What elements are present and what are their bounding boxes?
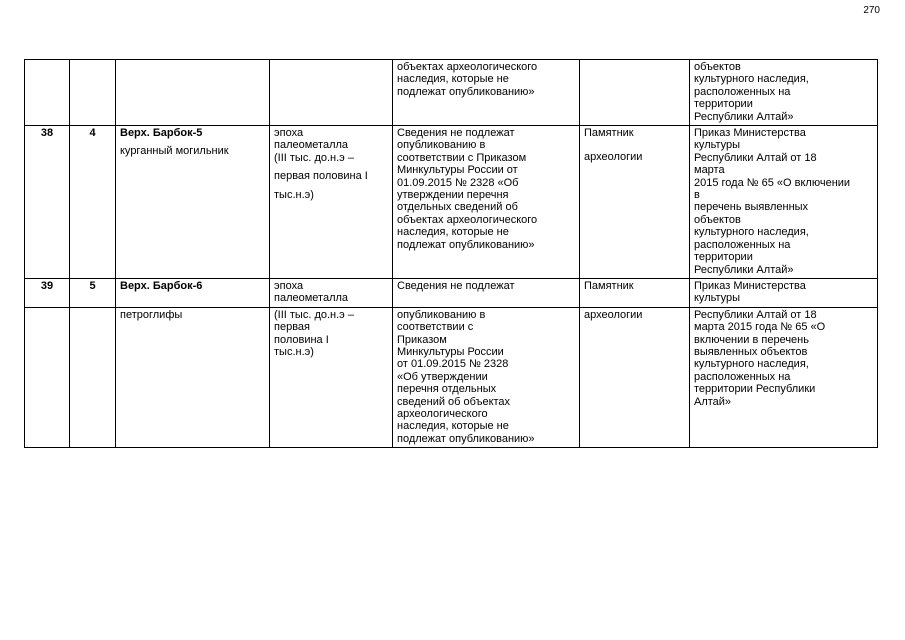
- cell-dating: [270, 126, 393, 279]
- cell-notice: [393, 60, 580, 126]
- text-line: утверждении перечня: [397, 189, 509, 202]
- text-line: палеометалла: [274, 139, 349, 152]
- text-line: перечня отдельных: [397, 383, 497, 396]
- text-line: объектах археологического: [397, 61, 538, 73]
- text-line: перечень выявленных: [694, 201, 809, 214]
- text-line: «Об утверждении: [397, 370, 488, 383]
- cell-dating: [270, 307, 393, 447]
- text-line: объектов: [694, 61, 741, 73]
- cell-notice: [393, 278, 580, 307]
- text-line: включении в перечень: [694, 333, 809, 346]
- object-name: Верх. Барбок-5: [120, 127, 203, 140]
- page-number: 270: [863, 5, 880, 16]
- text-line: расположенных на: [694, 85, 791, 98]
- text-line: подлежат опубликованию»: [397, 85, 535, 98]
- text-line: культурного наследия,: [694, 358, 809, 371]
- text-line: соответствии с: [397, 321, 474, 334]
- text-line: тыс.н.э): [274, 345, 314, 358]
- cell-notice: [393, 307, 580, 447]
- cell-no: 38: [25, 126, 70, 279]
- text-line: Республики Алтай от 18: [694, 151, 817, 164]
- text-line: объектах археологического: [397, 213, 538, 226]
- text-line: подлежат опубликованию»: [397, 432, 535, 445]
- text-line: Памятник: [584, 127, 634, 140]
- text-line: культуры: [694, 292, 741, 305]
- table-row-39-body: [25, 307, 878, 447]
- text-line: сведений об объектах: [397, 395, 511, 408]
- text-line: Сведения не подлежат: [397, 279, 515, 292]
- cell-category: [580, 60, 690, 126]
- text-line: Республики Алтай от 18: [694, 308, 817, 321]
- text-line: территории: [694, 251, 753, 264]
- text-line: отдельных сведений об: [397, 201, 518, 214]
- text-line: культурного наследия,: [694, 73, 809, 86]
- text-line: расположенных на: [694, 238, 791, 251]
- text-line: эпоха: [274, 279, 304, 292]
- text-line: (III тыс. до.н.э –: [274, 308, 354, 321]
- text-line: (III тыс. до.н.э –: [274, 151, 354, 164]
- text-line: территории Республики: [694, 383, 816, 396]
- cell-order: [690, 126, 878, 279]
- heritage-objects-table: [24, 59, 878, 448]
- text-line: археологии: [584, 151, 643, 164]
- cell-no: [25, 307, 70, 447]
- text-line: культуры: [694, 139, 741, 152]
- cell-category: [580, 307, 690, 447]
- text-line: опубликованию в: [397, 139, 486, 152]
- cell-notice: [393, 126, 580, 279]
- text-line: культурного наследия,: [694, 226, 809, 239]
- text-line: подлежат опубликованию»: [397, 238, 535, 251]
- text-line: в: [694, 189, 700, 202]
- text-line: расположенных на: [694, 370, 791, 383]
- text-line: Сведения не подлежат: [397, 127, 515, 140]
- text-line: археологии: [584, 308, 643, 321]
- cell-order: [690, 60, 878, 126]
- object-type: петроглифы: [120, 308, 183, 321]
- cell-dating: [270, 60, 393, 126]
- text-line: Республики Алтай»: [694, 110, 794, 123]
- cell-order: [690, 307, 878, 447]
- text-line: Приказом: [397, 333, 447, 346]
- cell-order: [690, 278, 878, 307]
- cell-sub-no: [70, 307, 116, 447]
- text-line: соответствии с Приказом: [397, 151, 527, 164]
- text-line: Минкультуры России от: [397, 164, 518, 177]
- text-line: наследия, которые не: [397, 73, 509, 86]
- text-line: 01.09.2015 № 2328 «Об: [397, 176, 519, 189]
- text-line: выявленных объектов: [694, 345, 808, 358]
- text-line: Приказ Министерства: [694, 127, 806, 140]
- cell-category: [580, 126, 690, 279]
- cell-category: [580, 278, 690, 307]
- object-name: Верх. Барбок-6: [120, 279, 203, 292]
- text-line: первая: [274, 321, 310, 334]
- object-type: курганный могильник: [120, 145, 229, 158]
- text-line: Алтай»: [694, 395, 732, 408]
- text-line: тыс.н.э): [274, 188, 314, 201]
- cell-dating: [270, 278, 393, 307]
- text-line: территории: [694, 98, 753, 111]
- text-line: наследия, которые не: [397, 420, 509, 433]
- text-line: объектов: [694, 213, 741, 226]
- cell-name: [116, 307, 270, 447]
- cell-name: [116, 278, 270, 307]
- cell-sub-no: 5: [70, 278, 116, 307]
- text-line: эпоха: [274, 127, 304, 140]
- cell-name: [116, 60, 270, 126]
- text-line: Приказ Министерства: [694, 279, 806, 292]
- cell-sub-no: [70, 60, 116, 126]
- cell-name: [116, 126, 270, 279]
- cell-no: [25, 60, 70, 126]
- text-line: половина I: [274, 333, 329, 346]
- cell-no: 39: [25, 278, 70, 307]
- text-line: от 01.09.2015 № 2328: [397, 358, 509, 371]
- table-row-continuation: [25, 60, 878, 126]
- text-line: палеометалла: [274, 292, 349, 305]
- table-row-39-head: [25, 278, 878, 307]
- text-line: опубликованию в: [397, 308, 486, 321]
- text-line: Памятник: [584, 279, 634, 292]
- text-line: марта: [694, 164, 725, 177]
- text-line: первая половина I: [274, 170, 368, 183]
- text-line: Минкультуры России: [397, 345, 504, 358]
- text-line: археологического: [397, 407, 488, 420]
- text-line: марта 2015 года № 65 «О: [694, 321, 826, 334]
- text-line: наследия, которые не: [397, 226, 509, 239]
- text-line: Республики Алтай»: [694, 263, 794, 276]
- cell-sub-no: 4: [70, 126, 116, 279]
- text-line: 2015 года № 65 «О включении: [694, 176, 851, 189]
- table-row-38: [25, 126, 878, 279]
